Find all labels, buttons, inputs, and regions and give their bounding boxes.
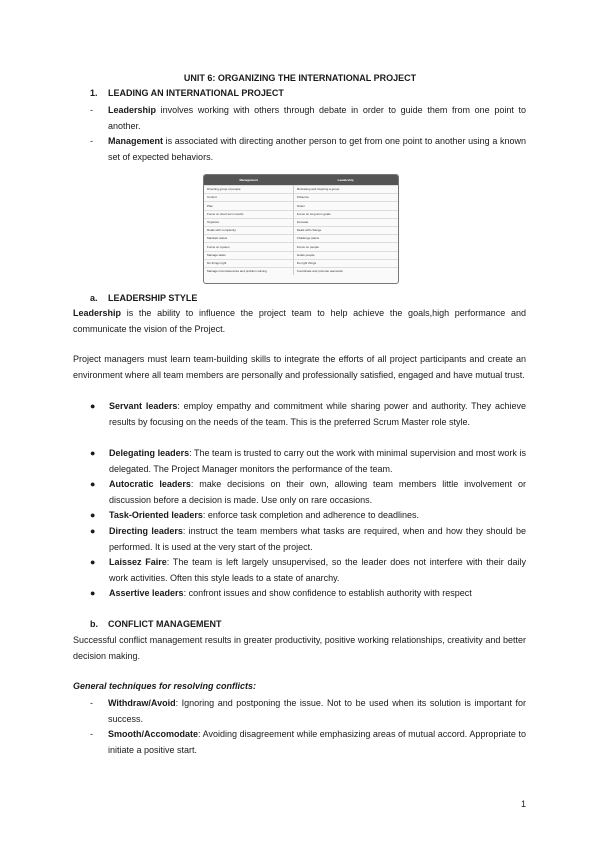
dash-marker: - (90, 729, 93, 739)
table-cell: Maintain status (204, 235, 293, 243)
table-cell: Deals with complexity (204, 226, 293, 234)
list-item-text (109, 508, 526, 524)
section-number: 1. (90, 88, 98, 98)
table-row (204, 267, 398, 275)
subsection-heading: CONFLICT MANAGEMENT (108, 619, 222, 629)
table-header-row (204, 175, 398, 186)
list-item-text (109, 555, 526, 586)
bullet-marker: ● (90, 479, 96, 489)
table-cell: Deals with change (293, 226, 398, 234)
table-cell: Directing group of people (204, 186, 293, 194)
bullet-marker: ● (90, 448, 96, 458)
table-row (204, 226, 398, 234)
table-cell: Guide people (293, 251, 398, 259)
term: Servant leaders (109, 401, 178, 411)
table-cell: Influence (293, 194, 398, 202)
term: Leadership (73, 308, 122, 318)
description: : Ignoring and postponing the issue. Not to be used when its solution is important for success. (108, 698, 526, 724)
definition-text: involves working with others through debate in order to guide them from one point to another. (108, 105, 526, 131)
table-cell: Innovate (293, 218, 398, 226)
table-cell: Do right things (293, 259, 398, 267)
list-item (90, 555, 526, 586)
bullet-marker: ● (90, 588, 96, 598)
bullet-marker: ● (90, 401, 96, 411)
table-cell: Focus on system (204, 243, 293, 251)
leadership-style-definition (73, 306, 526, 337)
definition-text: is the ability to influence the project team to help achieve the goals,high performance and communicate the vision of the Project. (73, 308, 526, 334)
management-vs-leadership-table (203, 174, 399, 284)
term: Directing leaders (109, 526, 183, 536)
table-cell: Manage inconsistencies and problem solving (204, 267, 293, 275)
description: : confront issues and show confidence to establish authority with respect (183, 588, 472, 598)
table-cell: Plan (204, 202, 293, 210)
table-row (204, 186, 398, 194)
description: : make decisions on their own, allowing team members little involvement or discussion before a decision is made. Use only on rare occasions. (109, 479, 527, 505)
subsection-heading: LEADERSHIP STYLE (108, 293, 198, 303)
dash-marker: - (90, 698, 93, 708)
list-item-text (109, 399, 526, 430)
list-item-text (109, 477, 526, 508)
management-definition (108, 134, 526, 165)
table-cell: Focus on short term results (204, 210, 293, 218)
techniques-heading: General techniques for resolving conflicts: (73, 681, 257, 691)
list-item (90, 477, 526, 508)
table-row (204, 210, 398, 218)
list-item (108, 696, 526, 727)
list-item (90, 399, 526, 445)
term: Laissez Faire (109, 557, 167, 567)
list-item (90, 524, 526, 555)
list-item (90, 446, 526, 477)
list-item (108, 727, 526, 758)
conflict-paragraph: Successful conflict management results in greater productivity, positive working relationships, creativity and better decision making. (73, 635, 526, 661)
subsection-label: b. (90, 619, 98, 629)
term: Autocratic leaders (109, 479, 191, 489)
description: : Avoiding disagreement while emphasizing areas of mutual accord. Appropriate to initiate a positive start. (108, 729, 526, 755)
bullet-marker: ● (90, 510, 96, 520)
table-cell: Challenge status (293, 235, 398, 243)
bullet-marker: ● (90, 526, 96, 536)
table-cell: Control (204, 194, 293, 202)
dash-marker: - (90, 136, 93, 146)
page-number: 1 (521, 799, 527, 809)
team-building-paragraph: Project managers must learn team-building skills to integrate the efforts of all project participants and create an environment where all team members are personally and professionally satisfied, engaged and have mutual trust. (73, 354, 526, 380)
description: : instruct the team members what tasks are required, when and how they should be performed. It is used at the very start of the project. (109, 526, 526, 552)
table-cell: Focus on long-term goals (293, 210, 398, 218)
table-cell: Do things right (204, 259, 293, 267)
leadership-definition (108, 103, 526, 134)
bullet-marker: ● (90, 557, 96, 567)
term: Delegating leaders (109, 448, 190, 458)
list-item-text (109, 446, 526, 477)
list-item (90, 586, 526, 602)
term: Task-Oriented leaders (109, 510, 203, 520)
definition-text: is associated with directing another person to get from one point to another using a known set of expected behaviors. (108, 136, 526, 162)
table-row (204, 194, 398, 202)
table-cell: Vision (293, 202, 398, 210)
description: : The team is trusted to carry out the work with minimal supervision and most work is delegated. The Project Manager monitors the performance of the team. (109, 448, 526, 474)
term: Assertive leaders (109, 588, 184, 598)
description: : employ empathy and commitment while sharing power and authority. They achieve results by focusing on the needs of the team. This is the preferred Scrum Master role style. (109, 401, 526, 427)
table-header: Leadership (293, 175, 398, 186)
table-cell: Organize (204, 218, 293, 226)
term: Leadership (108, 105, 157, 115)
subsection-label: a. (90, 293, 98, 303)
description: : enforce task completion and adherence to deadlines. (202, 510, 420, 520)
table-cell: Coordinate and promote teamwork (293, 267, 398, 275)
list-item-text (109, 524, 526, 555)
table-row (204, 202, 398, 210)
table-row (204, 218, 398, 226)
section-heading: LEADING AN INTERNATIONAL PROJECT (108, 88, 284, 98)
table-row (204, 235, 398, 243)
table-cell: Motivating and inspiring a group (293, 186, 398, 194)
description: : The team is left largely unsupervised, so the leader does not interfere with their daily work activities. Often this style leads to a state of anarchy. (109, 557, 527, 583)
table-header: Management (204, 175, 293, 186)
unit-title: UNIT 6: ORGANIZING THE INTERNATIONAL PROJECT (183, 73, 417, 83)
table-row (204, 251, 398, 259)
table-row (204, 259, 398, 267)
table-row (204, 243, 398, 251)
table-cell: Manage tasks (204, 251, 293, 259)
term: Management (108, 136, 164, 146)
list-item (90, 508, 526, 524)
table-cell: Focus on people (293, 243, 398, 251)
dash-marker: - (90, 105, 93, 115)
list-item-text (109, 586, 526, 602)
term: Withdraw/Avoid (108, 698, 176, 708)
term: Smooth/Accomodate (108, 729, 199, 739)
